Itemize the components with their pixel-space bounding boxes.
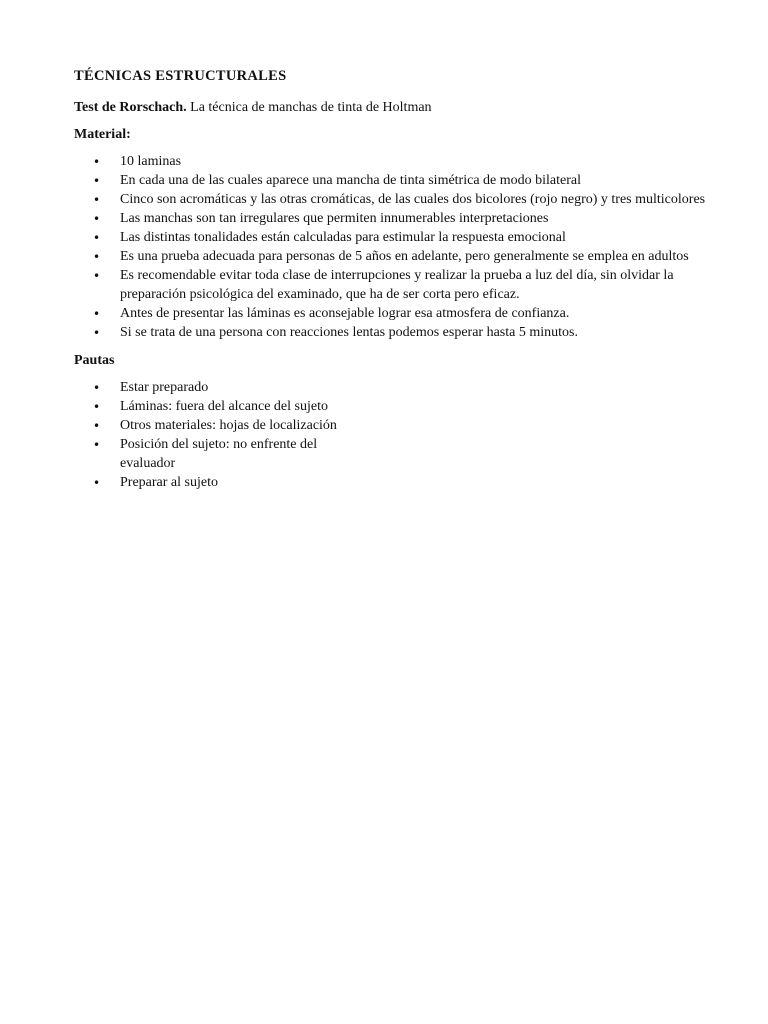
bullet-icon: • [93, 231, 101, 245]
bullet-icon: • [93, 438, 101, 452]
document-title: TÉCNICAS ESTRUCTURALES [74, 68, 287, 84]
bullet-icon: • [93, 155, 101, 169]
material-item-text: Antes de presentar las láminas es aconsejable lograr esa atmosfera de confianza. [120, 305, 570, 321]
document-page [74, 66, 724, 501]
bullet-icon: • [93, 475, 101, 490]
material-item-text: Cinco son acromáticas y las otras cromáticas, de las cuales dos bicolores (rojo negro) y tres multicolores [120, 192, 706, 207]
material-heading: Material: [74, 127, 131, 142]
bullet-icon: • [93, 269, 101, 283]
bullet-icon: • [93, 212, 101, 226]
bullet-icon: • [93, 325, 101, 340]
list-item [74, 229, 724, 248]
material-item-text: En cada una de las cuales aparece una mancha de tinta simétrica de modo bilateral [120, 173, 582, 188]
bullet-icon: • [93, 306, 101, 321]
material-item-text: 10 laminas [120, 154, 182, 169]
material-item-text: Si se trata de una persona con reacciones lentas podemos esperar hasta 5 minutos. [120, 324, 578, 340]
list-item [74, 172, 724, 191]
pautas-heading: Pautas [74, 353, 115, 368]
intro-text: La técnica de manchas de tinta de Holtman [186, 100, 432, 115]
pautas-list [74, 379, 724, 492]
pautas-item-text: Posición del sujeto: no enfrente del evaluador [120, 437, 318, 471]
list-item [74, 305, 724, 324]
bullet-icon: • [93, 381, 101, 395]
list-item [74, 474, 724, 493]
intro-paragraph [74, 98, 724, 118]
list-item [74, 153, 724, 172]
material-item-text: Las distintas tonalidades están calculadas para estimular la respuesta emocional [120, 230, 566, 245]
bullet-icon: • [93, 400, 101, 414]
material-list [74, 153, 724, 342]
pautas-item-text: Preparar al sujeto [120, 474, 218, 490]
list-item [74, 191, 724, 210]
intro-bold-label: Test de Rorschach. [74, 100, 187, 115]
bullet-icon: • [93, 174, 101, 188]
list-item [74, 324, 724, 343]
pautas-item-text: Otros materiales: hojas de localización [120, 418, 337, 433]
list-item [74, 248, 724, 267]
bullet-icon: • [93, 193, 101, 207]
pautas-item-text: Láminas: fuera del alcance del sujeto [120, 399, 328, 414]
bullet-icon: • [93, 419, 101, 433]
material-item-text: Es recomendable evitar toda clase de interrupciones y realizar la prueba a luz del día, sin olvidar la preparación psicológica del examinado, que ha de ser corta pero eficaz. [120, 268, 674, 302]
bullet-icon: • [93, 250, 101, 264]
list-item [74, 436, 724, 473]
list-item [74, 417, 724, 436]
material-item-text: Las manchas son tan irregulares que permiten innumerables interpretaciones [120, 211, 549, 226]
list-item [74, 379, 724, 398]
list-item [74, 398, 724, 417]
material-item-text: Es una prueba adecuada para personas de 5 años en adelante, pero generalmente se emplea en adultos [120, 249, 689, 264]
list-item [74, 210, 724, 229]
list-item [74, 267, 724, 304]
pautas-item-text: Estar preparado [120, 380, 209, 395]
